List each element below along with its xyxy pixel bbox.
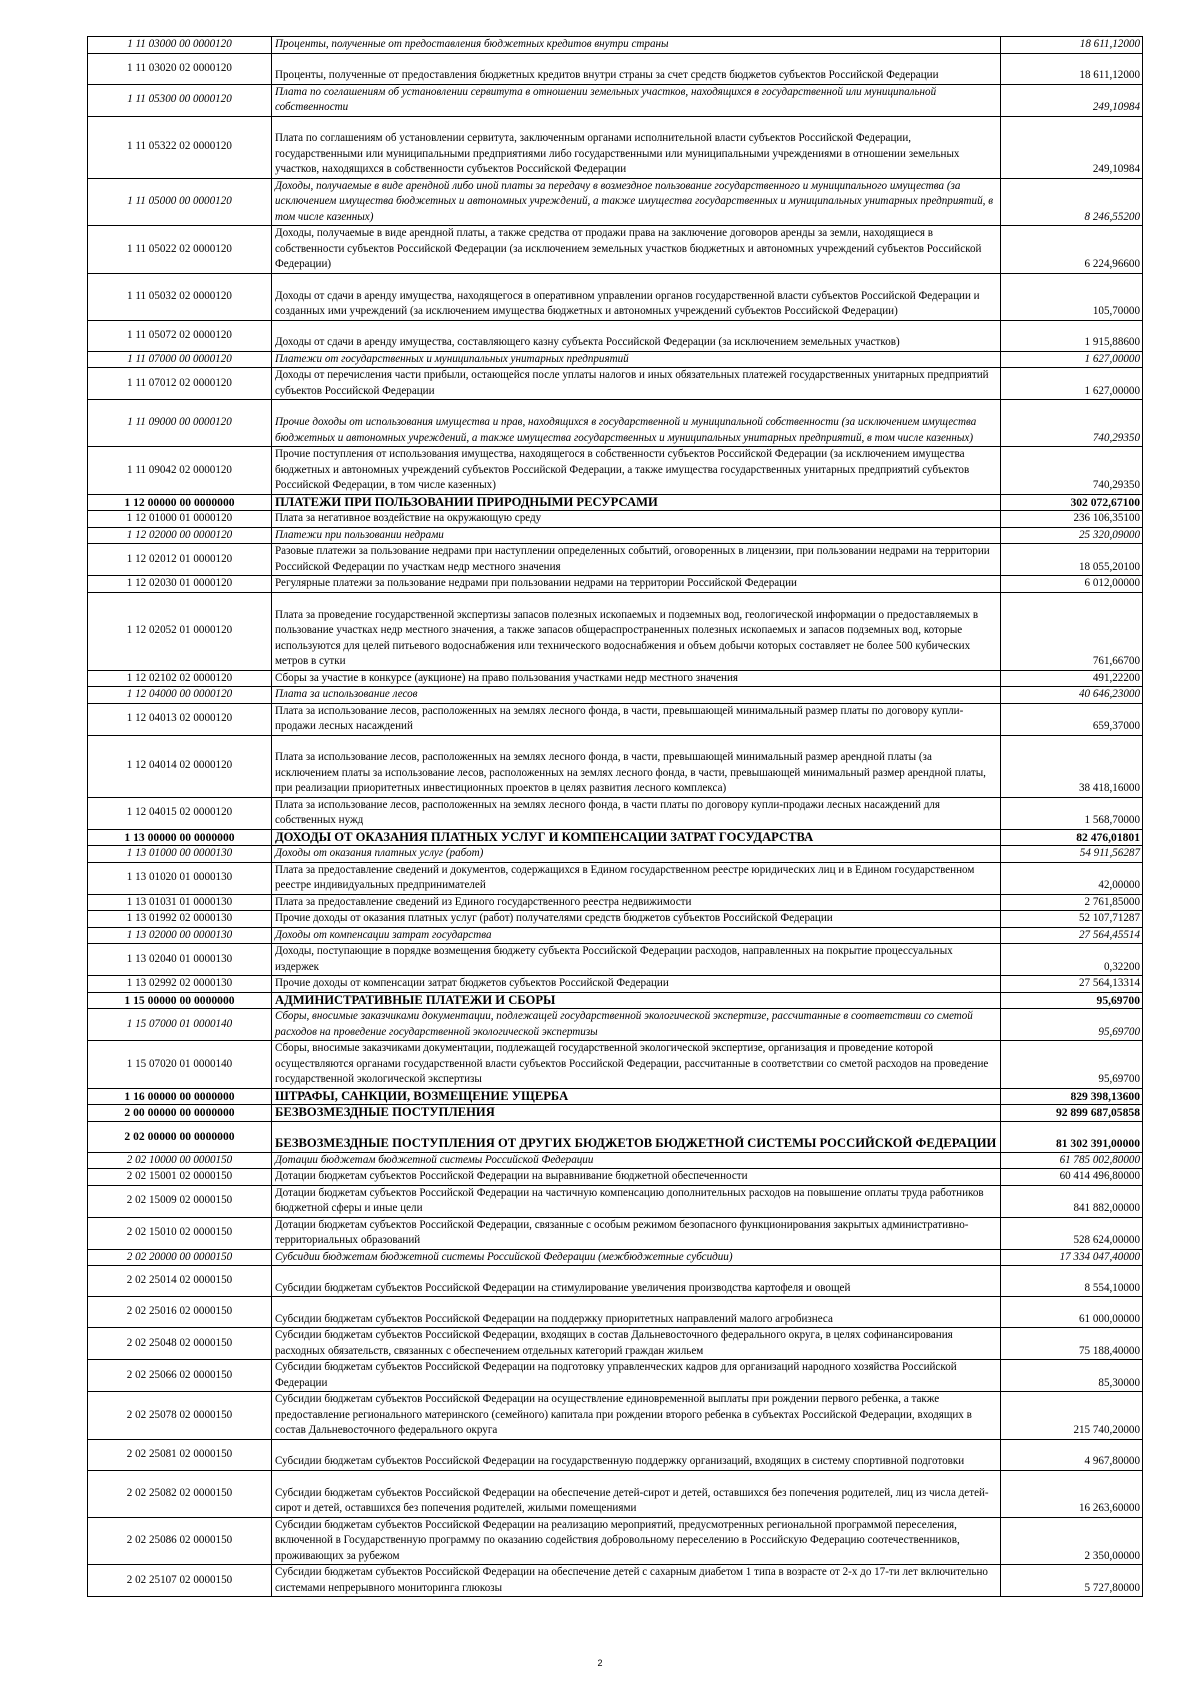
table-row <box>88 1392 1143 1440</box>
table-row <box>88 687 1143 704</box>
table-row <box>88 1217 1143 1249</box>
revenue-name-cell: Прочие доходы от компенсации затрат бюджетов субъектов Российской Федерации <box>272 976 1001 993</box>
table-row <box>88 273 1143 320</box>
budget-code-cell: 1 12 02000 00 0000120 <box>88 527 272 544</box>
amount-cell: 52 107,71287 <box>1001 911 1143 928</box>
revenue-name-cell: Проценты, полученные от предоставления бюджетных кредитов внутри страны <box>272 37 1001 54</box>
table-row <box>88 226 1143 274</box>
table-row <box>88 1328 1143 1360</box>
revenue-name-cell: Дотации бюджетам субъектов Российской Федерации на частичную компенсацию дополнительных расходов на повышение оплаты труда работников бюджетной сферы и иные цели <box>272 1185 1001 1217</box>
table-row <box>88 511 1143 528</box>
amount-cell: 2 350,00000 <box>1001 1517 1143 1565</box>
revenue-name-cell: Дотации бюджетам субъектов Российской Федерации на выравнивание бюджетной обеспеченности <box>272 1169 1001 1186</box>
revenue-name-cell: Сборы, вносимые заказчиками документации, подлежащей государственной экологической экспертизе, рассчитанные в соответствии со сметой расходов на проведение государственной экологической экспертизы <box>272 1009 1001 1041</box>
budget-code-cell: 2 02 25016 02 0000150 <box>88 1297 272 1328</box>
amount-cell: 16 263,60000 <box>1001 1470 1143 1517</box>
budget-code-cell: 1 11 03000 00 0000120 <box>88 37 272 54</box>
revenue-name-cell: Субсидии бюджетам субъектов Российской Федерации на стимулирование увеличения производства картофеля и овощей <box>272 1266 1001 1297</box>
revenue-table-body <box>88 37 1143 1597</box>
budget-code-cell: 2 02 25082 02 0000150 <box>88 1470 272 1517</box>
amount-cell: 95,69700 <box>1001 992 1143 1009</box>
amount-cell: 302 072,67100 <box>1001 494 1143 511</box>
amount-cell: 740,29350 <box>1001 400 1143 447</box>
budget-code-cell: 1 13 02000 00 0000130 <box>88 927 272 944</box>
table-row <box>88 1565 1143 1597</box>
table-row <box>88 1266 1143 1297</box>
table-row <box>88 862 1143 894</box>
table-row <box>88 829 1143 846</box>
amount-cell: 249,10984 <box>1001 116 1143 178</box>
amount-cell: 829 398,13600 <box>1001 1088 1143 1105</box>
budget-code-cell: 1 12 04015 02 0000120 <box>88 797 272 829</box>
budget-code-cell: 1 11 05322 02 0000120 <box>88 116 272 178</box>
revenue-name-cell: Плата за проведение государственной экспертизы запасов полезных ископаемых и подземных вод, геологической информации о предоставляемых в пользование участках недр местного значения, а также запасов общераспространенных полезных ископаемых и запасов подземных вод, которые используются для целей питьевого водоснабжения или технического водоснабжения и объем добычи которых составляет не более 500 кубических метров в сутки <box>272 592 1001 670</box>
budget-code-cell: 1 13 01000 00 0000130 <box>88 846 272 863</box>
revenue-name-cell: БЕЗВОЗМЕЗДНЫЕ ПОСТУПЛЕНИЯ <box>272 1105 1001 1122</box>
table-row <box>88 544 1143 576</box>
budget-code-cell: 1 11 05000 00 0000120 <box>88 178 272 226</box>
budget-code-cell: 1 12 04000 00 0000120 <box>88 687 272 704</box>
table-row <box>88 1517 1143 1565</box>
budget-code-cell: 1 12 01000 01 0000120 <box>88 511 272 528</box>
budget-code-cell: 2 02 25048 02 0000150 <box>88 1328 272 1360</box>
amount-cell: 40 646,23000 <box>1001 687 1143 704</box>
amount-cell: 8 246,55200 <box>1001 178 1143 226</box>
budget-code-cell: 2 02 10000 00 0000150 <box>88 1152 272 1169</box>
amount-cell: 95,69700 <box>1001 1009 1143 1041</box>
amount-cell: 25 320,09000 <box>1001 527 1143 544</box>
revenue-name-cell: Разовые платежи за пользование недрами при наступлении определенных событий, оговоренных в лицензии, при пользовании недрами на территории Российской Федерации по участкам недр местного значения <box>272 544 1001 576</box>
amount-cell: 0,32200 <box>1001 944 1143 976</box>
revenue-name-cell: Доходы от перечисления части прибыли, остающейся после уплаты налогов и иных обязательных платежей государственных унитарных предприятий субъектов Российской Федерации <box>272 368 1001 400</box>
budget-code-cell: 2 02 00000 00 0000000 <box>88 1121 272 1152</box>
table-row <box>88 351 1143 368</box>
budget-code-cell: 1 12 02030 01 0000120 <box>88 576 272 593</box>
revenue-name-cell: Сборы, вносимые заказчиками документации, подлежащей государственной экологической экспертизе, организация и проведение которой осуществляются органами государственной власти субъектов Российской Федерации, рассчитанные в соответствии со сметой расходов на проведение государственной экологической экспертизы <box>272 1041 1001 1089</box>
amount-cell: 236 106,35100 <box>1001 511 1143 528</box>
revenue-name-cell: БЕЗВОЗМЕЗДНЫЕ ПОСТУПЛЕНИЯ ОТ ДРУГИХ БЮДЖЕТОВ БЮДЖЕТНОЙ СИСТЕМЫ РОССИЙСКОЙ ФЕДЕРАЦИИ <box>272 1121 1001 1152</box>
budget-code-cell: 2 02 15001 02 0000150 <box>88 1169 272 1186</box>
revenue-name-cell: Субсидии бюджетам субъектов Российской Федерации на обеспечение детей-сирот и детей, оставшихся без попечения родителей, лиц из числа детей-сирот и детей, оставшихся без попечения родителей, жилыми помещениями <box>272 1470 1001 1517</box>
table-row <box>88 592 1143 670</box>
budget-code-cell: 1 13 02992 02 0000130 <box>88 976 272 993</box>
amount-cell: 17 334 047,40000 <box>1001 1249 1143 1266</box>
budget-code-cell: 1 11 09000 00 0000120 <box>88 400 272 447</box>
amount-cell: 1 627,00000 <box>1001 368 1143 400</box>
table-row <box>88 1185 1143 1217</box>
revenue-name-cell: Плата за использование лесов <box>272 687 1001 704</box>
revenue-name-cell: Субсидии бюджетам субъектов Российской Федерации на реализацию мероприятий, предусмотренных региональной программой переселения, включенной в Государственную программу по оказанию содействия добровольному переселению в Российскую Федерацию соотечественников, проживающих за рубежом <box>272 1517 1001 1565</box>
budget-code-cell: 1 12 02052 01 0000120 <box>88 592 272 670</box>
amount-cell: 215 740,20000 <box>1001 1392 1143 1440</box>
revenue-name-cell: Платежи от государственных и муниципальных унитарных предприятий <box>272 351 1001 368</box>
budget-code-cell: 1 13 01992 02 0000130 <box>88 911 272 928</box>
budget-code-cell: 2 02 25014 02 0000150 <box>88 1266 272 1297</box>
amount-cell: 60 414 496,80000 <box>1001 1169 1143 1186</box>
amount-cell: 841 882,00000 <box>1001 1185 1143 1217</box>
revenue-name-cell: Платежи при пользовании недрами <box>272 527 1001 544</box>
table-row <box>88 1152 1143 1169</box>
revenue-name-cell: Плата по соглашениям об установлении сервитута, заключенным органами исполнительной власти субъектов Российской Федерации, государственными или муниципальными предприятиями либо государственными или муниципальными учреждениями в отношении земельных участков, находящихся в собственности субъектов Российской Федерации <box>272 116 1001 178</box>
amount-cell: 18 055,20100 <box>1001 544 1143 576</box>
revenue-name-cell: АДМИНИСТРАТИВНЫЕ ПЛАТЕЖИ И СБОРЫ <box>272 992 1001 1009</box>
budget-code-cell: 1 13 00000 00 0000000 <box>88 829 272 846</box>
budget-code-cell: 2 02 25066 02 0000150 <box>88 1360 272 1392</box>
revenue-name-cell: Доходы, поступающие в порядке возмещения бюджету субъекта Российской Федерации расходов, направленных на покрытие процессуальных издержек <box>272 944 1001 976</box>
page-number: 2 <box>597 1658 603 1668</box>
amount-cell: 81 302 391,00000 <box>1001 1121 1143 1152</box>
revenue-name-cell: Доходы от сдачи в аренду имущества, находящегося в оперативном управлении органов государственной власти субъектов Российской Федерации и созданных ими учреждений (за исключением имущества бюджетных и автономных учреждений субъектов Российской Федерации) <box>272 273 1001 320</box>
table-row <box>88 368 1143 400</box>
revenue-name-cell: Дотации бюджетам субъектов Российской Федерации, связанные с особым режимом безопасного функционирования закрытых административно-территориальных образований <box>272 1217 1001 1249</box>
budget-code-cell: 1 12 00000 00 0000000 <box>88 494 272 511</box>
budget-code-cell: 2 00 00000 00 0000000 <box>88 1105 272 1122</box>
budget-code-cell: 2 02 25107 02 0000150 <box>88 1565 272 1597</box>
amount-cell: 528 624,00000 <box>1001 1217 1143 1249</box>
table-row <box>88 576 1143 593</box>
table-row <box>88 527 1143 544</box>
amount-cell: 27 564,13314 <box>1001 976 1143 993</box>
revenue-name-cell: Сборы за участие в конкурсе (аукционе) на право пользования участками недр местного значения <box>272 670 1001 687</box>
table-row <box>88 797 1143 829</box>
budget-code-cell: 1 11 09042 02 0000120 <box>88 447 272 495</box>
amount-cell: 1 568,70000 <box>1001 797 1143 829</box>
revenue-table-container <box>87 36 1142 1597</box>
budget-code-cell: 2 02 25081 02 0000150 <box>88 1439 272 1470</box>
revenue-name-cell: Субсидии бюджетам субъектов Российской Федерации на поддержку приоритетных направлений малого агробизнеса <box>272 1297 1001 1328</box>
amount-cell: 27 564,45514 <box>1001 927 1143 944</box>
table-row <box>88 846 1143 863</box>
amount-cell: 1 627,00000 <box>1001 351 1143 368</box>
revenue-name-cell: Плата за использование лесов, расположенных на землях лесного фонда, в части платы по договору купли-продажи лесных насаждений для собственных нужд <box>272 797 1001 829</box>
table-row <box>88 84 1143 116</box>
budget-code-cell: 1 16 00000 00 0000000 <box>88 1088 272 1105</box>
revenue-name-cell: Доходы от компенсации затрат государства <box>272 927 1001 944</box>
budget-code-cell: 1 12 04013 02 0000120 <box>88 703 272 735</box>
budget-code-cell: 2 02 25086 02 0000150 <box>88 1517 272 1565</box>
budget-code-cell: 1 15 07020 01 0000140 <box>88 1041 272 1089</box>
revenue-name-cell: Субсидии бюджетам субъектов Российской Федерации, входящих в состав Дальневосточного федерального округа, в целях софинансирования расходных обязательств, связанных с обеспечением отдельных категорий граждан жильем <box>272 1328 1001 1360</box>
table-row <box>88 1470 1143 1517</box>
amount-cell: 92 899 687,05858 <box>1001 1105 1143 1122</box>
revenue-name-cell: ДОХОДЫ ОТ ОКАЗАНИЯ ПЛАТНЫХ УСЛУГ И КОМПЕНСАЦИИ ЗАТРАТ ГОСУДАРСТВА <box>272 829 1001 846</box>
table-row <box>88 400 1143 447</box>
table-row <box>88 894 1143 911</box>
budget-code-cell: 1 13 02040 01 0000130 <box>88 944 272 976</box>
budget-code-cell: 2 02 15009 02 0000150 <box>88 1185 272 1217</box>
amount-cell: 761,66700 <box>1001 592 1143 670</box>
revenue-table <box>87 36 1143 1597</box>
budget-code-cell: 1 12 02012 01 0000120 <box>88 544 272 576</box>
budget-code-cell: 2 02 20000 00 0000150 <box>88 1249 272 1266</box>
table-row <box>88 911 1143 928</box>
table-row <box>88 944 1143 976</box>
table-row <box>88 37 1143 54</box>
table-row <box>88 1041 1143 1089</box>
table-row <box>88 1121 1143 1152</box>
revenue-name-cell: Плата за предоставление сведений и документов, содержащихся в Едином государственном реестре юридических лиц и в Едином государственном реестре индивидуальных предпринимателей <box>272 862 1001 894</box>
table-row <box>88 1088 1143 1105</box>
budget-code-cell: 1 11 05300 00 0000120 <box>88 84 272 116</box>
revenue-name-cell: Прочие доходы от использования имущества и прав, находящихся в государственной и муниципальной собственности (за исключением имущества бюджетных и автономных учреждений, а также имущества государственных и муниципальных унитарных предприятий, в том числе казенных) <box>272 400 1001 447</box>
amount-cell: 2 761,85000 <box>1001 894 1143 911</box>
revenue-name-cell: Субсидии бюджетам бюджетной системы Российской Федерации (межбюджетные субсидии) <box>272 1249 1001 1266</box>
budget-code-cell: 1 12 04014 02 0000120 <box>88 735 272 797</box>
amount-cell: 18 611,12000 <box>1001 53 1143 84</box>
amount-cell: 8 554,10000 <box>1001 1266 1143 1297</box>
amount-cell: 6 224,96600 <box>1001 226 1143 274</box>
amount-cell: 1 915,88600 <box>1001 320 1143 351</box>
revenue-name-cell: Субсидии бюджетам субъектов Российской Федерации на подготовку управленческих кадров для организаций народного хозяйства Российской Федерации <box>272 1360 1001 1392</box>
table-row <box>88 1169 1143 1186</box>
table-row <box>88 1249 1143 1266</box>
amount-cell: 740,29350 <box>1001 447 1143 495</box>
revenue-name-cell: Доходы, получаемые в виде арендной платы, а также средства от продажи права на заключение договоров аренды за земли, находящиеся в собственности субъектов Российской Федерации (за исключением земельных участков бюджетных и автономных учреждений субъектов Российской Федерации) <box>272 226 1001 274</box>
amount-cell: 95,69700 <box>1001 1041 1143 1089</box>
amount-cell: 659,37000 <box>1001 703 1143 735</box>
revenue-name-cell: Регулярные платежи за пользование недрами при пользовании недрами на территории Российской Федерации <box>272 576 1001 593</box>
budget-code-cell: 1 12 02102 02 0000120 <box>88 670 272 687</box>
amount-cell: 4 967,80000 <box>1001 1439 1143 1470</box>
amount-cell: 85,30000 <box>1001 1360 1143 1392</box>
amount-cell: 61 000,00000 <box>1001 1297 1143 1328</box>
table-row <box>88 1105 1143 1122</box>
table-row <box>88 447 1143 495</box>
table-row <box>88 1360 1143 1392</box>
budget-code-cell: 1 15 07000 01 0000140 <box>88 1009 272 1041</box>
budget-code-cell: 1 11 03020 02 0000120 <box>88 53 272 84</box>
budget-code-cell: 1 11 05032 02 0000120 <box>88 273 272 320</box>
amount-cell: 54 911,56287 <box>1001 846 1143 863</box>
revenue-name-cell: Субсидии бюджетам субъектов Российской Федерации на обеспечение детей с сахарным диабетом 1 типа в возрасте от 2-х до 17-ти лет включительно системами непрерывного мониторинга глюкозы <box>272 1565 1001 1597</box>
table-row <box>88 976 1143 993</box>
table-row <box>88 178 1143 226</box>
revenue-name-cell: Плата за предоставление сведений из Единого государственного реестра недвижимости <box>272 894 1001 911</box>
table-row <box>88 735 1143 797</box>
amount-cell: 75 188,40000 <box>1001 1328 1143 1360</box>
revenue-name-cell: Плата по соглашениям об установлении сервитута в отношении земельных участков, находящихся в государственной или муниципальной собственности <box>272 84 1001 116</box>
table-row <box>88 53 1143 84</box>
table-row <box>88 320 1143 351</box>
table-row <box>88 116 1143 178</box>
revenue-name-cell: Плата за использование лесов, расположенных на землях лесного фонда, в части, превышающей минимальный размер платы по договору купли-продажи лесных насаждений <box>272 703 1001 735</box>
table-row <box>88 1297 1143 1328</box>
budget-code-cell: 1 13 01031 01 0000130 <box>88 894 272 911</box>
amount-cell: 61 785 002,80000 <box>1001 1152 1143 1169</box>
revenue-name-cell: Доходы, получаемые в виде арендной либо иной платы за передачу в возмездное пользование государственного и муниципального имущества (за исключением имущества бюджетных и автономных учреждений, а также имущества государственных и муниципальных унитарных предприятий, в том числе казенных) <box>272 178 1001 226</box>
table-row <box>88 494 1143 511</box>
amount-cell: 42,00000 <box>1001 862 1143 894</box>
revenue-name-cell: Доходы от сдачи в аренду имущества, составляющего казну субъекта Российской Федерации (за исключением земельных участков) <box>272 320 1001 351</box>
revenue-name-cell: Доходы от оказания платных услуг (работ) <box>272 846 1001 863</box>
table-row <box>88 927 1143 944</box>
table-row <box>88 1439 1143 1470</box>
amount-cell: 249,10984 <box>1001 84 1143 116</box>
budget-code-cell: 2 02 25078 02 0000150 <box>88 1392 272 1440</box>
revenue-name-cell: ПЛАТЕЖИ ПРИ ПОЛЬЗОВАНИИ ПРИРОДНЫМИ РЕСУРСАМИ <box>272 494 1001 511</box>
revenue-name-cell: Плата за использование лесов, расположенных на землях лесного фонда, в части, превышающей минимальный размер арендной платы (за исключением платы за использование лесов, расположенных на землях лесного фонда, в части, превышающей минимальный размер арендной платы, при реализации приоритетных инвестиционных проектов в целях развития лесного комплекса) <box>272 735 1001 797</box>
amount-cell: 38 418,16000 <box>1001 735 1143 797</box>
budget-code-cell: 1 11 07000 00 0000120 <box>88 351 272 368</box>
budget-code-cell: 1 11 07012 02 0000120 <box>88 368 272 400</box>
table-row <box>88 1009 1143 1041</box>
amount-cell: 5 727,80000 <box>1001 1565 1143 1597</box>
amount-cell: 82 476,01801 <box>1001 829 1143 846</box>
revenue-name-cell: Субсидии бюджетам субъектов Российской Федерации на государственную поддержку организаций, входящих в систему спортивной подготовки <box>272 1439 1001 1470</box>
amount-cell: 18 611,12000 <box>1001 37 1143 54</box>
revenue-name-cell: Субсидии бюджетам субъектов Российской Федерации на осуществление единовременной выплаты при рождении первого ребенка, а также предоставление регионального материнского (семейного) капитала при рождении второго ребенка в субъектах Российской Федерации, входящих в состав Дальневосточного федерального округа <box>272 1392 1001 1440</box>
revenue-name-cell: Прочие доходы от оказания платных услуг (работ) получателями средств бюджетов субъектов Российской Федерации <box>272 911 1001 928</box>
table-row <box>88 703 1143 735</box>
revenue-name-cell: Проценты, полученные от предоставления бюджетных кредитов внутри страны за счет средств бюджетов субъектов Российской Федерации <box>272 53 1001 84</box>
amount-cell: 6 012,00000 <box>1001 576 1143 593</box>
table-row <box>88 670 1143 687</box>
revenue-name-cell: Прочие поступления от использования имущества, находящегося в собственности субъектов Российской Федерации (за исключением имущества бюджетных и автономных учреждений субъектов Российской Федерации, а также имущества государственных унитарных предприятий субъектов Российской Федерации, в том числе казенных) <box>272 447 1001 495</box>
budget-code-cell: 1 11 05072 02 0000120 <box>88 320 272 351</box>
amount-cell: 491,22200 <box>1001 670 1143 687</box>
revenue-name-cell: Плата за негативное воздействие на окружающую среду <box>272 511 1001 528</box>
table-row <box>88 992 1143 1009</box>
revenue-name-cell: ШТРАФЫ, САНКЦИИ, ВОЗМЕЩЕНИЕ УЩЕРБА <box>272 1088 1001 1105</box>
revenue-name-cell: Дотации бюджетам бюджетной системы Российской Федерации <box>272 1152 1001 1169</box>
budget-code-cell: 1 15 00000 00 0000000 <box>88 992 272 1009</box>
budget-code-cell: 1 11 05022 02 0000120 <box>88 226 272 274</box>
amount-cell: 105,70000 <box>1001 273 1143 320</box>
budget-code-cell: 1 13 01020 01 0000130 <box>88 862 272 894</box>
budget-code-cell: 2 02 15010 02 0000150 <box>88 1217 272 1249</box>
